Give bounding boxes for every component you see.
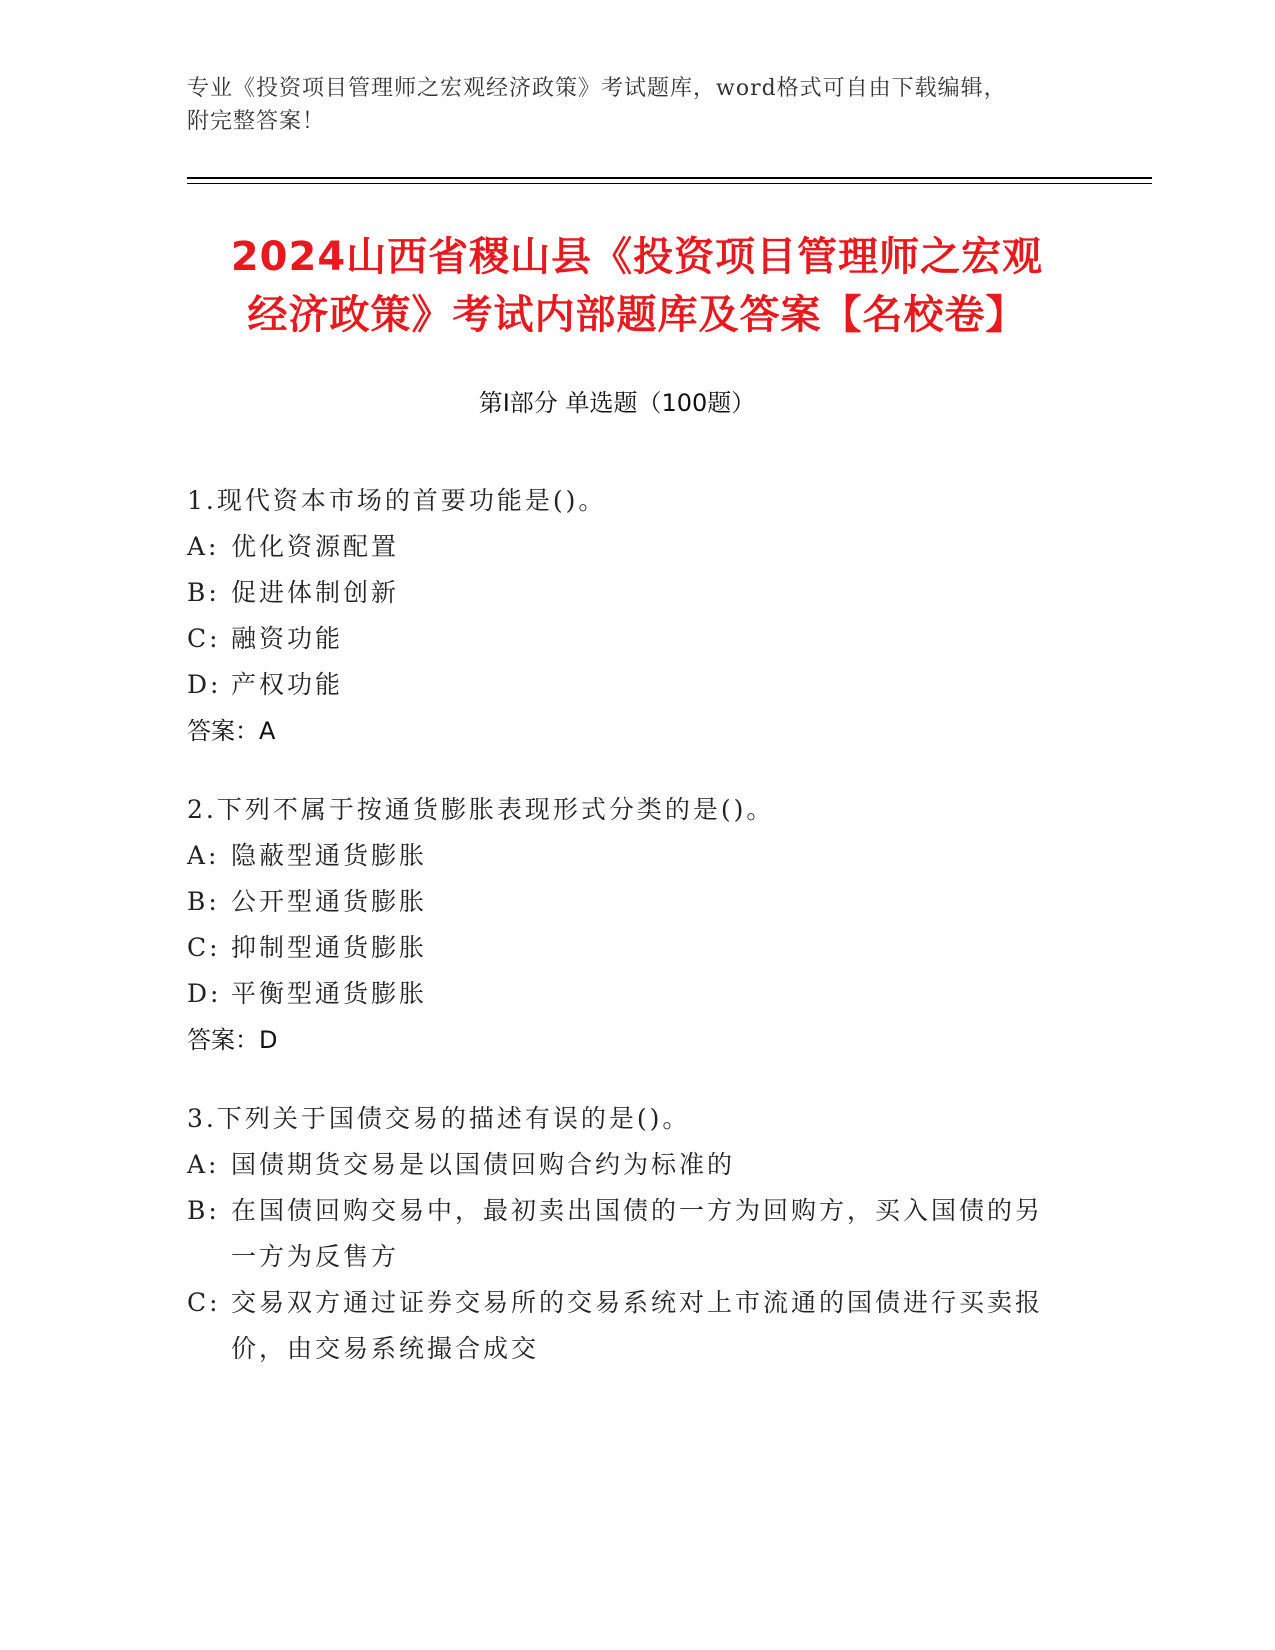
option-text: 产权功能 xyxy=(231,670,344,699)
option-d xyxy=(187,662,1067,708)
option-text: 促进体制创新 xyxy=(231,578,400,607)
option-c xyxy=(187,925,1067,971)
option-key: C: xyxy=(187,624,221,653)
option-key: D: xyxy=(187,979,222,1008)
option-key: B: xyxy=(187,887,220,916)
option-a xyxy=(187,833,1067,879)
question-list xyxy=(187,478,1067,1405)
option-text: 优化资源配置 xyxy=(231,532,400,561)
option-text: 隐蔽型通货膨胀 xyxy=(231,841,428,870)
header-note-line-1: 专业《投资项目管理师之宏观经济政策》考试题库，word格式可自由下载编辑， xyxy=(187,76,1007,101)
option-text: 国债期货交易是以国债回购合约为标准的 xyxy=(231,1150,736,1179)
question-2 xyxy=(187,787,1067,1063)
question-stem: 2.下列不属于按通货膨胀表现形式分类的是()。 xyxy=(187,795,775,824)
answer: 答案：A xyxy=(187,717,276,745)
header-rule-thin xyxy=(187,183,1152,184)
question-stem: 3.下列关于国债交易的描述有误的是()。 xyxy=(187,1104,691,1133)
document-title-line-1: 2024山西省稷山县《投资项目管理师之宏观 xyxy=(230,234,1044,280)
option-c xyxy=(187,1280,1067,1372)
option-key: B: xyxy=(187,578,220,607)
option-text: 交易双方通过证券交易所的交易系统对上市流通的国债进行买卖报价，由交易系统撮合成交 xyxy=(231,1288,1044,1363)
option-key: C: xyxy=(187,933,221,962)
option-b xyxy=(187,879,1067,925)
section-title: 第Ⅰ部分 单选题（100题） xyxy=(478,389,756,417)
header-note-line-2: 附完整答案！ xyxy=(187,109,326,134)
option-key: A: xyxy=(187,532,220,561)
question-stem: 1.现代资本市场的首要功能是()。 xyxy=(187,486,607,515)
question-3 xyxy=(187,1096,1067,1372)
option-key: B: xyxy=(187,1196,220,1225)
option-key: A: xyxy=(187,841,220,870)
header-note xyxy=(187,72,1067,138)
option-c xyxy=(187,616,1067,662)
option-a xyxy=(187,524,1067,570)
option-text: 抑制型通货膨胀 xyxy=(231,933,428,962)
option-text: 公开型通货膨胀 xyxy=(231,887,428,916)
option-text: 融资功能 xyxy=(231,624,344,653)
option-text: 在国债回购交易中，最初卖出国债的一方为回购方，买入国债的另一方为反售方 xyxy=(231,1196,1044,1271)
document-title-line-2: 经济政策》考试内部题库及答案【名校卷】 xyxy=(247,292,1027,338)
option-text: 平衡型通货膨胀 xyxy=(231,979,428,1008)
option-b xyxy=(187,1188,1067,1280)
document-title xyxy=(187,228,1087,344)
option-b xyxy=(187,570,1067,616)
option-a xyxy=(187,1142,1067,1188)
header-rule-thick xyxy=(187,177,1152,179)
answer: 答案：D xyxy=(187,1026,278,1054)
option-key: D: xyxy=(187,670,222,699)
option-d xyxy=(187,971,1067,1017)
option-key: A: xyxy=(187,1150,220,1179)
question-1 xyxy=(187,478,1067,754)
option-key: C: xyxy=(187,1288,221,1317)
